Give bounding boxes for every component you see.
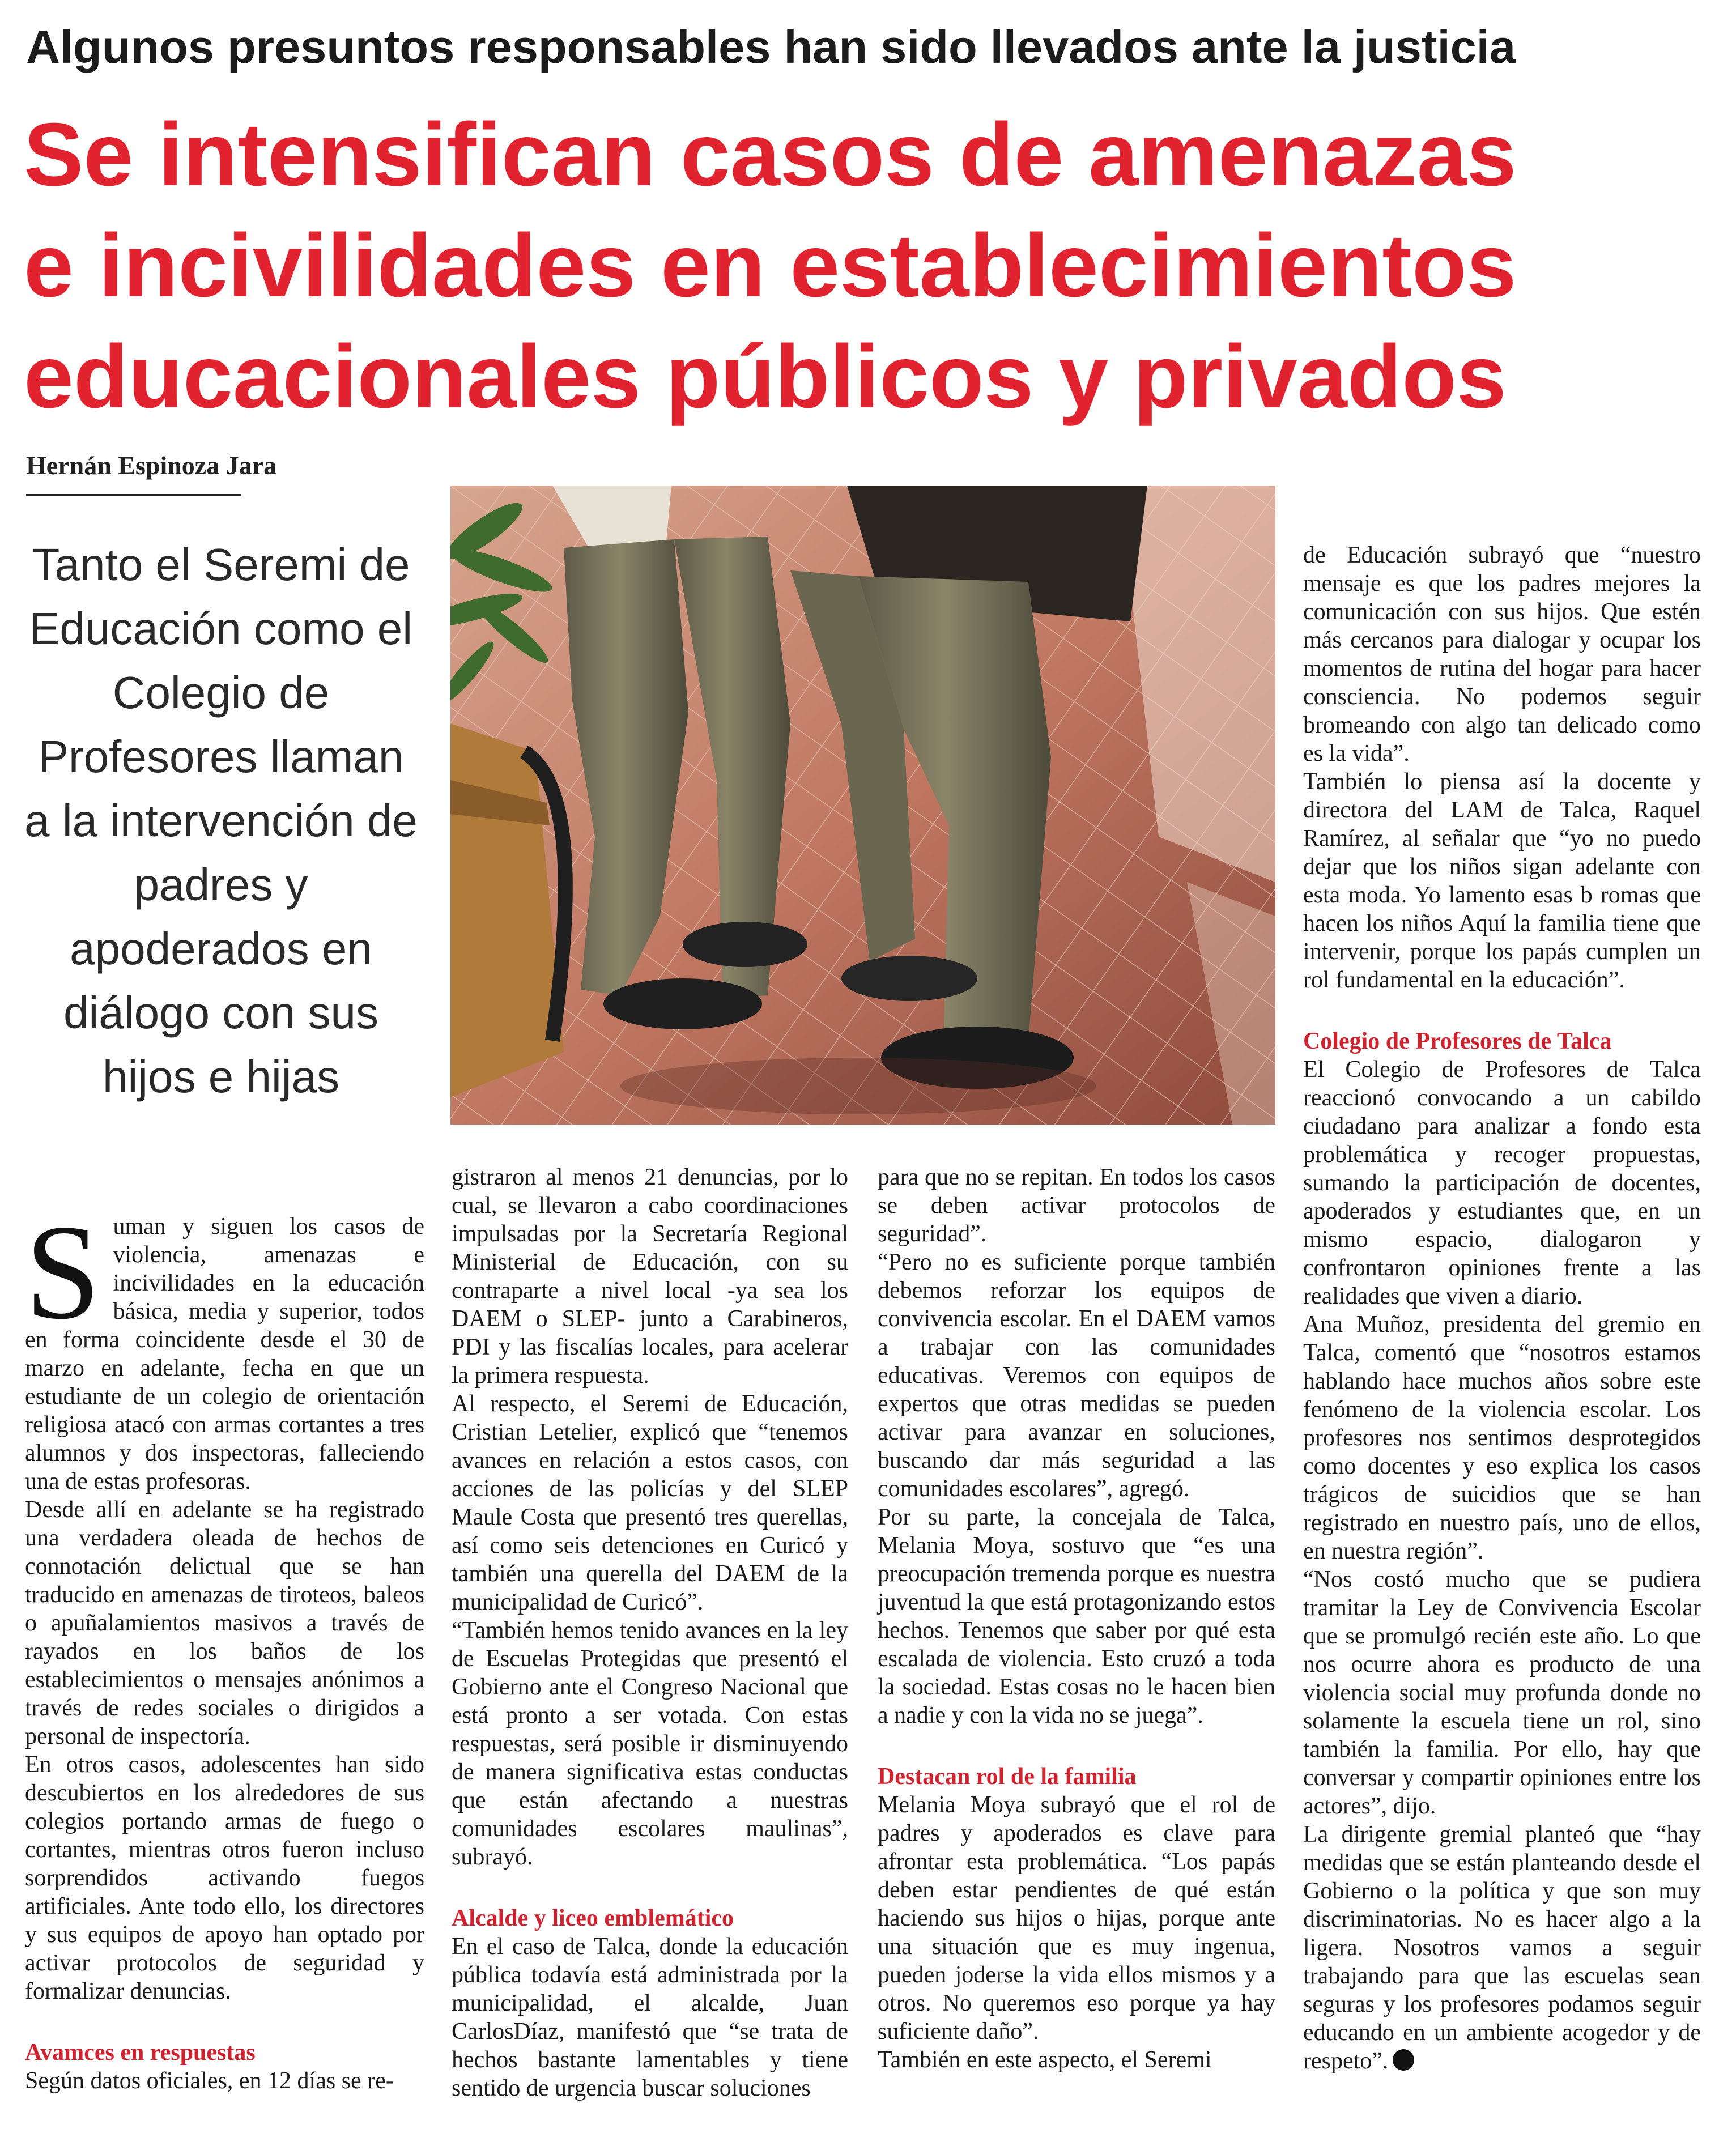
subheading: Destacan rol de la familia	[878, 1764, 1137, 1790]
paragraph: “También hemos tenido avances en la ley de Escuelas Protegidas que presentó el Gobierno ante el Congreso Nacional que está pronto a ser votada. Con estas respuestas, será posible ir disminuyendo de manera significativa estas conductas que están afectando a nuestras comunidades escolares maulinas”, subrayó.	[452, 1617, 848, 1870]
headline-line: e incivilidades en establecimientos	[24, 216, 1517, 316]
byline-rule	[26, 494, 241, 496]
paragraph: gistraron al menos 21 denuncias, por lo cual, se llevaron a cabo coordinaciones impulsadas por la Secretaría Regional Ministerial de Educación, con su contraparte a nivel local -ya sea los DAEM o SLEP- junto a Carabineros, PDI y las fiscalías locales, para acelerar la primera respuesta.	[452, 1164, 848, 1389]
column-3	[878, 1163, 1275, 2074]
paragraph: En el caso de Talca, donde la educación pública todavía está administrada por la municipalidad, el alcalde, Juan CarlosDíaz, manifestó que “se trata de hechos bastante lamentables y tiene sentido de urgencia buscar soluciones	[452, 1934, 848, 2101]
paragraph	[1303, 1820, 1701, 2075]
paragraph: También en este aspecto, el Seremi	[878, 2047, 1212, 2073]
headline-line: educacionales públicos y privados	[24, 327, 1507, 427]
paragraph: Por su parte, la concejala de Talca, Melania Moya, sostuvo que “es una preocupación tremenda porque es nuestra juventud la que está protagonizando estos hechos. Tenemos que saber por qué esta escalada de violencia. Esto cruzó a toda la sociedad. Estas cosas no le hacen bien a nadie y con la vida no se juega”.	[878, 1504, 1275, 1728]
paragraph: En otros casos, adolescentes han sido descubiertos en los alrededores de sus colegios portando armas de fuego o cortantes, mientras otros fueron incluso sorprendidos activando fuegos artificiales. Ante todo ello, los directores y sus equipos de apoyo han optado por activar protocolos de seguridad y formalizar denuncias.	[25, 1752, 424, 2004]
end-mark-icon	[1393, 2049, 1414, 2071]
column-2	[452, 1163, 848, 2102]
paragraph: Al respecto, el Seremi de Educación, Cristian Letelier, explicó que “tenemos avances en relación a estos casos, con acciones de las policías y del SLEP Maule Costa que presentó tres querellas, así como seis detenciones en Curicó y también una querella del DAEM de la municipalidad de Curicó”.	[452, 1391, 848, 1615]
column-4	[1303, 541, 1701, 2075]
byline: Hernán Espinoza Jara	[26, 451, 277, 480]
paragraph: El Colegio de Profesores de Talca reaccionó convocando a un cabildo ciudadano para analizar a fondo esta problemática y recoger propuestas, sumando la participación de docentes, apoderados y estudiantes que, en un mismo espacio, dialogaron y confrontaron opiniones frente a las realidades que viven a diario.	[1303, 1057, 1701, 1309]
paragraph: uman y siguen los casos de violencia, amenazas e incivilidades en la educación básica, media y superior, todos en forma coincidente desde el 30 de marzo en adelante, fecha en que un estudiante de un colegio de orientación religiosa atacó con armas cortantes a tres alumnos y dos inspectoras, falleciendo una de estas profesoras.	[25, 1213, 424, 1494]
paragraph: “Nos costó mucho que se pudiera tramitar la Ley de Convivencia Escolar que se promulgó recién este año. Lo que nos ocurre ahora es producto de una violencia social muy profunda donde no solamente la escuela tiene un rol, sino también la familia. Por ello, hay que conversar y compartir opiniones entre los actores”, dijo.	[1303, 1566, 1701, 1819]
lede: Tanto el Seremi de Educación como el Colegio de Profesores llaman a la intervención de padres y apoderados en diálogo con sus hijos e hijas	[24, 539, 418, 1102]
drop-cap: S	[25, 1197, 101, 1347]
subheading: Alcalde y liceo emblemático	[452, 1905, 734, 1931]
paragraph: Desde allí en adelante se ha registrado una verdadera oleada de hechos de connotación delictual que se han traducido en amenazas de tiroteos, baleos o apuñalamientos masivos a través de rayados en los baños de los establecimientos o mensajes anónimos a través de redes sociales o dirigidos a personal de inspectoría.	[25, 1497, 424, 1749]
headline-line: Se intensifican casos de amenazas	[24, 105, 1517, 205]
paragraph: Ana Muñoz, presidenta del gremio en Talca, comentó que “nosotros estamos hablando hace muchos años sobre este fenómeno de la violencia escolar. Los profesores nos sentimos desprotegidos como docentes y eso explica los casos trágicos de suicidios que se han registrado en nuestro país, uno de ellos, en nuestra región”.	[1303, 1312, 1701, 1564]
paragraph: Según datos oficiales, en 12 días se re-	[25, 2068, 394, 2094]
article-photo	[450, 486, 1275, 1125]
subheading: Colegio de Profesores de Talca	[1303, 1028, 1612, 1054]
paragraph: de Educación subrayó que “nuestro mensaje es que los padres mejores la comunicación con sus hijos. Que estén más cercanos para dialogar y ocupar los momentos de rutina del hogar para hacer consciencia. No podemos seguir bromeando con algo tan delicado como es la vida”.	[1303, 542, 1701, 767]
paragraph: También lo piensa así la docente y directora del LAM de Talca, Raquel Ramírez, al señalar que “yo no puedo dejar que los niños sigan adelante con esta moda. Yo lamento esas b romas que hacen los niños Aquí la familia tiene que intervenir, porque los papás cumplen un rol fundamental en la educación”.	[1303, 769, 1701, 993]
paragraph: “Pero no es suficiente porque también debemos reforzar los equipos de convivencia escolar. En el DAEM vamos a trabajar con las comunidades educativas. Veremos con equipos de expertos que otras medidas se pueden activar para avanzar en soluciones, buscando dar más seguridad a las comunidades escolares”, agregó.	[878, 1249, 1275, 1502]
paragraph: para que no se repitan. En todos los casos se deben activar protocolos de seguridad”.	[878, 1164, 1275, 1247]
paragraph: Melania Moya subrayó que el rol de padres y apoderados es clave para afrontar esta problemática. “Los papás deben estar pendientes de qué están haciendo sus hijos o hijas, porque ante una situación que es muy ingenua, pueden joderse la vida ellos mismos y a otros. No queremos eso porque ya hay suficiente daño”.	[878, 1792, 1275, 2045]
paragraph-text: La dirigente gremial planteó que “hay medidas que se están planteando desde el Gobierno o la política y que son muy discriminatorias. No es hacer algo a la ligera. Nosotros vamos a seguir trabajando para que las escuelas sean seguras y los profesores podamos seguir educando en un ambiente acogedor y de respeto”.	[1303, 1821, 1701, 2074]
headline	[24, 99, 1718, 432]
kicker: Algunos presuntos responsables han sido llevados ante la justicia	[26, 20, 1516, 73]
column-1	[25, 1197, 424, 2095]
subheading: Avamces en respuestas	[25, 2039, 256, 2066]
